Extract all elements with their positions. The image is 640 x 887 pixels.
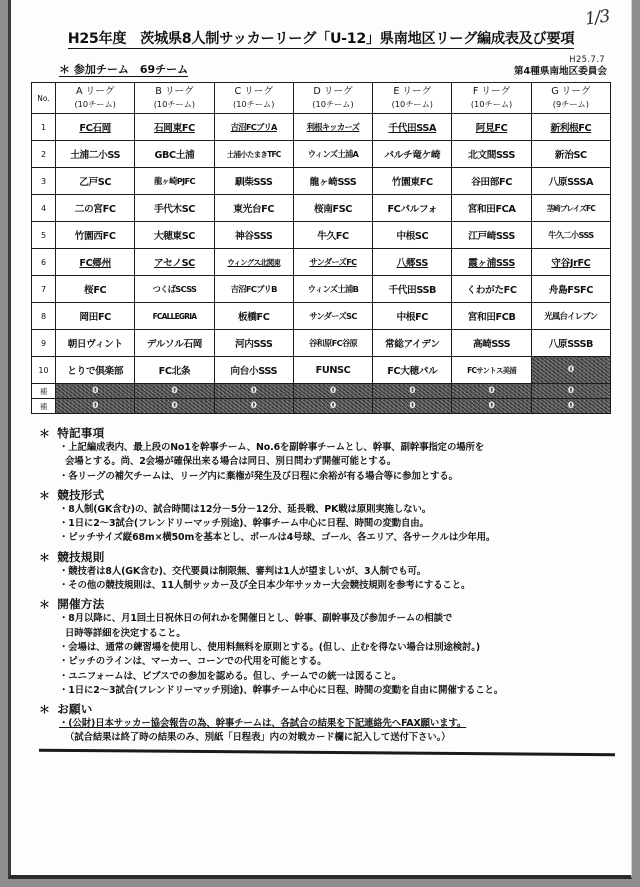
team-cell: 神谷SSS (214, 222, 293, 249)
team-cell: 中根SC (373, 222, 452, 249)
note-section-heading (39, 425, 615, 441)
team-cell: 阿見FC (452, 114, 531, 141)
row-number: 8 (32, 303, 56, 330)
team-cell: 牛久二小SSS (531, 222, 610, 249)
team-cell: FC大穂パル (373, 357, 452, 384)
team-cell: 竹園東FC (373, 168, 452, 195)
team-cell: 土浦小たまきTFC (214, 141, 293, 168)
table-row (32, 195, 611, 222)
table-row (32, 357, 611, 384)
header-league-b (135, 83, 214, 114)
table-row (32, 330, 611, 357)
note-section (39, 487, 615, 546)
note-heading-text: お願い (57, 702, 93, 717)
team-cell: 新利根FC (531, 114, 610, 141)
note-line: 日時等詳細を決定すること。 (65, 627, 186, 639)
table-header-row (32, 83, 611, 114)
document-page (8, 0, 632, 879)
table-row (32, 168, 611, 195)
team-cell: サンダーズSC (293, 303, 372, 330)
note-line: 会場とする。尚、2会場が確保出来る場合は同日、別日問わず開催可能とする。 (65, 456, 397, 468)
note-line: ・1日に2～3試合(フレンドリーマッチ別途)、幹事チーム中心に日程、時間の変動自由。 (59, 518, 429, 530)
team-cell: GBC土浦 (135, 141, 214, 168)
team-cell: 千代田SSA (373, 114, 452, 141)
header-league-f (452, 83, 531, 114)
team-cell: 向台小SSS (214, 357, 293, 384)
team-cell: アセノSC (135, 249, 214, 276)
team-cell: 光風台イレブン (531, 303, 610, 330)
team-cell: FUNSC (293, 357, 372, 384)
page-title-text: H25年度 茨城県8人制サッカーリーグ「U-12」県南地区リーグ編成表及び要項 (67, 31, 575, 47)
team-cell: 手代木SC (135, 195, 214, 222)
note-heading-text: 特記事項 (57, 426, 105, 440)
note-section (39, 425, 615, 484)
note-line: ・会場は、通常の練習場を使用し、使用料無料を原則とする。(但し、止むを得ない場合は別途検討。) (59, 641, 481, 653)
team-cell: 千代田SSB (373, 276, 452, 303)
team-cell: 馴柴SSS (214, 168, 293, 195)
note-heading-text: 競技規則 (57, 549, 105, 564)
team-cell-redacted: 0 (452, 384, 531, 399)
team-cell: 谷和原FC谷原 (293, 330, 372, 357)
note-section-heading (39, 487, 615, 503)
subheader-row (11, 61, 631, 77)
header-league-a (56, 83, 135, 114)
team-cell: 吉沼FCブリB (214, 276, 293, 303)
team-cell-redacted: 0 (531, 357, 610, 384)
league-team-count: (9チーム) (552, 98, 589, 109)
team-cell: 龍ヶ崎SSS (293, 168, 372, 195)
league-team-count: (10チーム) (470, 98, 513, 109)
team-cell: 桜FC (56, 276, 135, 303)
row-number: 9 (32, 330, 56, 357)
note-line: ・1日に2～3試合(フレンドリーマッチ別途)、幹事チーム中心に日程、時間の変動を自由に開催すること。 (59, 684, 504, 696)
team-cell: 二の宮FC (56, 195, 135, 222)
row-number: 3 (32, 168, 56, 195)
note-section-heading (39, 596, 615, 612)
team-cell: 守谷JrFC (531, 249, 610, 276)
table-body (32, 114, 611, 414)
note-line: ・その他の競技規則は、11人制サッカー及び全日本少年サッカー大会競技規則を参考にすること。 (59, 580, 471, 592)
team-cell: 龍ヶ崎PJFC (135, 168, 214, 195)
team-cell: とりで倶楽部 (56, 357, 135, 384)
table-row (32, 114, 611, 141)
team-cell: サンダーズFC (293, 249, 372, 276)
table-row (32, 222, 611, 249)
team-cell: ウィングス北関東 (214, 249, 293, 276)
team-cell-redacted: 0 (214, 384, 293, 399)
table-row (32, 249, 611, 276)
team-cell: 板橋FC (214, 303, 293, 330)
row-number: 補 (32, 384, 56, 399)
note-line: ・ピッチサイズ縦68m×横50mを基本とし、ボールは4号球、ゴール、各エリア、各サークルは少年用。 (59, 532, 496, 544)
team-cell: 舟島FSFC (531, 276, 610, 303)
league-assignment-table (31, 82, 611, 414)
asterisk-icon: ＊ (39, 427, 51, 440)
note-section (39, 701, 615, 746)
team-cell-redacted: 0 (135, 399, 214, 414)
header-no: No. (32, 83, 56, 114)
asterisk-icon: ＊ (39, 550, 51, 564)
team-cell-redacted: 0 (531, 399, 610, 414)
note-line: （試合結果は終了時の結果のみ、別紙「日程表」内の対戦カード欄に記入して送付下さい。） (65, 732, 451, 744)
note-line: ・(公財)日本サッカー協会報告の為、幹事チームは、各試合の結果を下記連絡先へFAX願います。 (59, 718, 467, 730)
team-cell: 竹園西FC (56, 222, 135, 249)
asterisk-icon: ＊ (39, 598, 51, 612)
note-heading-text: 競技形式 (57, 487, 105, 502)
team-cell: ウィンズ土浦A (293, 141, 372, 168)
league-table-container (31, 82, 611, 414)
team-cell: 乙戸SC (56, 168, 135, 195)
team-cell: 石岡東FC (135, 114, 214, 141)
team-cell: FC北条 (135, 357, 214, 384)
team-cell-redacted: 0 (373, 399, 452, 414)
row-number: 5 (32, 222, 56, 249)
note-line: ・上記編成表内、最上段のNo1を幹事チーム、No.6を副幹事チームとし、幹事、副幹事指定の場所を (59, 442, 485, 453)
league-team-count: (10チーム) (153, 98, 196, 109)
team-cell: 岡田FC (56, 303, 135, 330)
team-cell: FC石岡 (56, 114, 135, 141)
team-cell: 河内SSS (214, 330, 293, 357)
team-cell: ウィンズ土浦B (293, 276, 372, 303)
note-section-heading (39, 549, 615, 565)
team-cell: 中根FC (373, 303, 452, 330)
note-section (39, 549, 615, 594)
team-cell: 高崎SSS (452, 330, 531, 357)
note-line: ・ユニフォームは、ビブスでの参加を認める。但し、チームでの統一は図ること。 (59, 670, 402, 682)
team-cell: バルチ竜ケ崎 (373, 141, 452, 168)
page-title (11, 28, 631, 48)
team-cell: 東光台FC (214, 195, 293, 222)
league-name: A リーグ (75, 86, 115, 97)
league-team-count: (10チーム) (312, 98, 354, 109)
league-name: G リーグ (551, 86, 591, 97)
header-league-g (531, 83, 610, 114)
team-cell: 新治SC (531, 141, 610, 168)
row-number: 補 (32, 399, 56, 414)
row-number: 7 (32, 276, 56, 303)
team-cell: 桜南FSC (293, 195, 372, 222)
team-cell: 常総アイデン (373, 330, 452, 357)
team-cell: 利根キッカーズ (293, 114, 372, 141)
table-row (32, 276, 611, 303)
team-cell-redacted: 0 (452, 399, 531, 414)
team-cell-redacted: 0 (293, 399, 372, 414)
note-line: ・8月以降に、月1回土日祝休日の何れかを開催日とし、幹事、副幹事及び参加チームの相談で (59, 613, 453, 625)
participating-teams-label: ＊ 参加チーム 69チーム (59, 63, 189, 76)
note-line: ・8人制(GK含む)の、試合時間は12分－5分－12分、延長戦、PK戦は原則実施しない。 (59, 503, 432, 515)
row-number: 4 (32, 195, 56, 222)
notes-container (39, 425, 615, 746)
league-team-count: (10チーム) (233, 98, 275, 109)
team-cell: 霞ヶ浦SSS (452, 249, 531, 276)
row-number: 6 (32, 249, 56, 276)
team-cell: FCサントス美浦 (452, 357, 531, 384)
asterisk-icon: ＊ (39, 703, 51, 717)
header-league-d (293, 83, 372, 114)
team-cell: 八原SSSA (531, 168, 610, 195)
note-heading-text: 開催方法 (57, 597, 105, 612)
document-date: H25.7.7 (569, 54, 605, 64)
table-row (32, 303, 611, 330)
note-section (39, 596, 615, 698)
team-cell: 八原SSSB (531, 330, 610, 357)
note-line: ・各リーグの補欠チームは、リーグ内に棄権が発生及び日程に余裕が有る場合等に参加とする。 (59, 470, 458, 482)
note-section-heading (39, 701, 615, 717)
row-number: 2 (32, 141, 56, 168)
team-cell-redacted: 0 (56, 399, 135, 414)
note-line: ・競技者は8人(GK含む)、交代要員は制限無、審判は1人が望ましいが、3人制でも可。 (59, 565, 427, 577)
team-cell-redacted: 0 (135, 384, 214, 399)
league-name: C リーグ (234, 86, 273, 97)
team-cell-redacted: 0 (56, 384, 135, 399)
team-cell: デルソル石岡 (135, 330, 214, 357)
note-line: ・ピッチのラインは、マーカー、コーンでの代用を可能とする。 (59, 656, 327, 668)
team-cell: 宮和田FCA (452, 195, 531, 222)
team-cell: FC郷州 (56, 249, 135, 276)
league-name: F リーグ (472, 86, 511, 97)
team-cell-redacted: 0 (214, 399, 293, 414)
team-cell: くわがたFC (452, 276, 531, 303)
league-name: B リーグ (155, 86, 194, 97)
team-cell: 土浦二小SS (56, 141, 135, 168)
league-team-count: (10チーム) (74, 98, 116, 109)
team-cell: FCALLEGRIA (135, 303, 214, 330)
league-name: E リーグ (393, 86, 432, 97)
team-cell: 八郷SS (373, 249, 452, 276)
team-cell-redacted: 0 (373, 384, 452, 399)
table-head (32, 83, 611, 114)
row-number: 10 (32, 357, 56, 384)
page-marker-handwritten: 1/3 (583, 6, 611, 30)
team-cell: つくばSCSS (135, 276, 214, 303)
row-number: 1 (32, 114, 56, 141)
table-row (32, 399, 611, 414)
team-cell: 北文間SSS (452, 141, 531, 168)
league-team-count: (10チーム) (391, 98, 433, 109)
team-cell: 宮和田FCB (452, 303, 531, 330)
team-cell: 谷田部FC (452, 168, 531, 195)
header-league-e (373, 83, 452, 114)
team-cell: 朝日ヴィント (56, 330, 135, 357)
team-cell: 茎崎ブレイズFC (531, 195, 610, 222)
table-row (32, 384, 611, 399)
team-cell-redacted: 0 (531, 384, 610, 399)
bottom-rule (39, 748, 615, 755)
team-cell: 大穂東SC (135, 222, 214, 249)
team-cell: FCパルフォ (373, 195, 452, 222)
league-name: D リーグ (313, 86, 353, 97)
table-row (32, 141, 611, 168)
header-league-c (214, 83, 293, 114)
committee-label: 第4種県南地区委員会 (513, 66, 607, 77)
team-cell: 江戸崎SSS (452, 222, 531, 249)
team-cell: 吉沼FCブリA (214, 114, 293, 141)
asterisk-icon: ＊ (39, 488, 51, 502)
team-cell-redacted: 0 (293, 384, 372, 399)
team-cell: 牛久FC (293, 222, 372, 249)
